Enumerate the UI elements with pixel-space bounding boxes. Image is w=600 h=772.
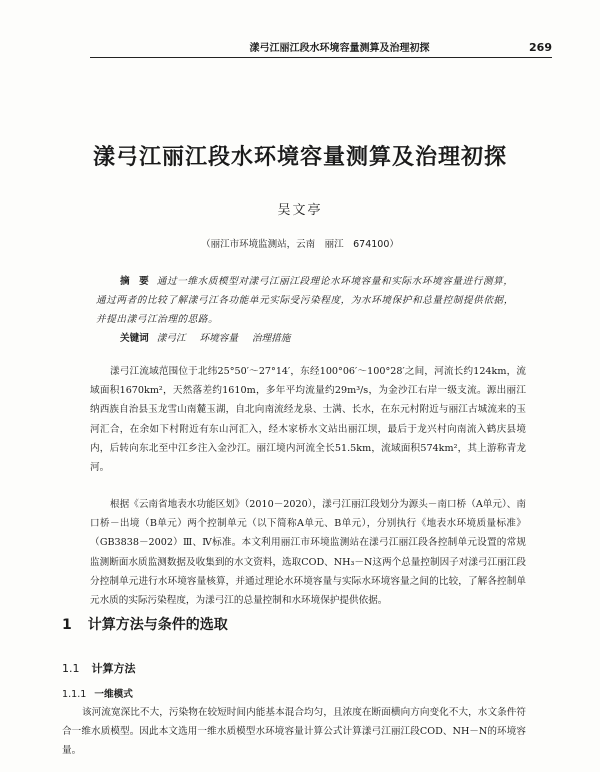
abstract-label: 摘 要 [120, 276, 149, 287]
subsection-heading-1-1 [62, 660, 136, 676]
body-paragraph-1: 漾弓江流域范围位于北纬25°50′～27°14′，东经100°06′～100°28′之间，河流长约124km，流域面积1670km²，天然落差约1610m，多年平均流量约29m³/s，为金沙江右岸一级支流。源出丽江纳西族自治县玉龙雪山南麓玉湖，自北向南流经龙泉、士满、长水，在东元村附近与丽江古城流来的玉河汇合，在余如下村附近有东山河汇入，经木家桥水文站出丽江坝，最后于龙兴村向南流入鹤庆县境内，后转向东北至中江乡注入金沙江。丽江境内河流全长51.5km，流域面积574km²，其上游称青龙河。 [90, 366, 526, 474]
author: 吴文亭 [277, 203, 323, 218]
subsection-title: 计算方法 [91, 662, 136, 675]
section-number: 1 [62, 617, 72, 633]
abstract-paragraph [96, 272, 522, 329]
running-header [90, 40, 552, 58]
subsection-number: 1.1 [62, 662, 80, 675]
article-title: 漾弓江丽江段水环境容量测算及治理初探 [92, 145, 507, 170]
abstract-text: 通过一维水质模型对漾弓江丽江段理论水环境容量和实际水环境容量进行测算，通过两者的比较了解漾弓江各功能单元实际受污染程度，为水环境保护和总量控制提供依据，并提出漾弓江治理的思路。 [96, 276, 514, 325]
page-number: 269 [529, 41, 552, 54]
section-heading-1 [62, 614, 228, 634]
keywords [96, 329, 522, 348]
subsubsection-number: 1.1.1 [62, 689, 87, 700]
section-title: 计算方法与条件的选取 [87, 617, 228, 633]
body-paragraph-3: 该河流宽深比不大，污染物在较短时间内能基本混合均匀，且浓度在断面横向方向变化不大，水文条件符合一维水质模型。因此本文选用一维水质模型水环境容量计算公式计算漾弓江丽江段COD、NH－N的环境容量。 [62, 707, 526, 757]
subsubsection-title: 一维模式 [94, 689, 133, 700]
keywords-label: 关键词 [120, 333, 149, 344]
subsubsection-heading-1-1-1 [62, 686, 133, 700]
keyword: 漾弓江 [156, 333, 186, 344]
keyword: 环境容量 [199, 333, 238, 344]
abstract [96, 272, 522, 348]
body-paragraph-2: 根据《云南省地表水功能区划》（2010－2020），漾弓江丽江段划分为源头－南口桥（A单元）、南口桥－出境（B单元）两个控制单元（以下简称A单元、B单元），分别执行《地表水环境质量标准》（GB3838－2002）Ⅲ、Ⅳ标准。本文利用丽江市环境监测站在漾弓江丽江段各控制单元设置的常规监测断面水质监测数据及收集到的水文资料，选取COD、NH₃－N这两个总量控制因子对漾弓江丽江段分控制单元进行水环境容量核算，并通过理论水环境容量与实际水环境容量之间的比较，了解各控制单元水质的实际污染程度，为漾弓江的总量控制和水环境保护提供依据。 [90, 499, 526, 607]
keyword: 治理措施 [251, 333, 291, 344]
affiliation: （丽江市环境监测站，云南 丽江 674100） [201, 239, 399, 250]
running-header-title: 漾弓江丽江段水环境容量测算及治理初探 [249, 43, 430, 54]
